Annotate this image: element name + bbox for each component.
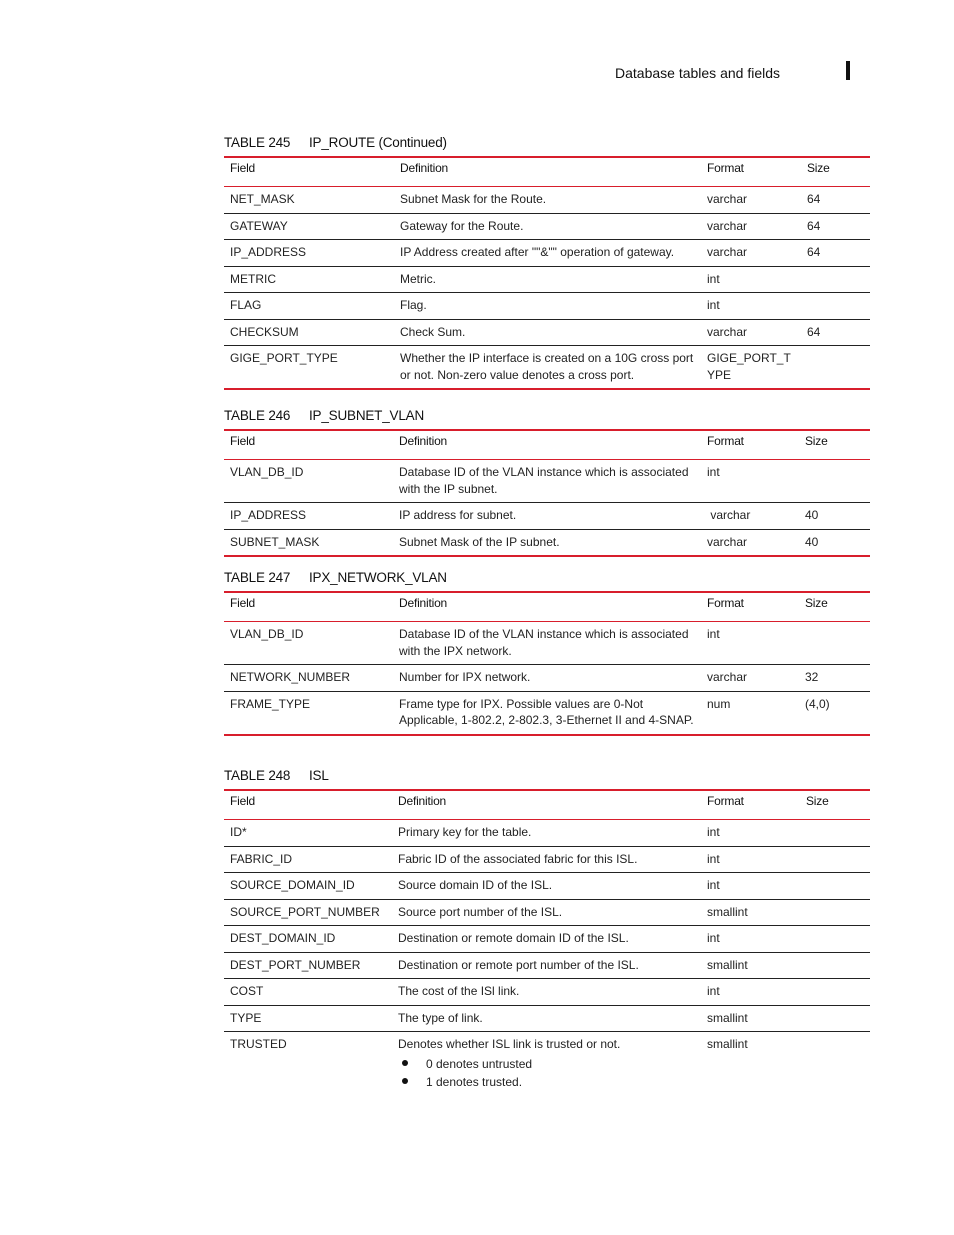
table-caption [224, 409, 870, 429]
table-caption [224, 136, 870, 156]
cell-size: 32 [799, 665, 870, 692]
cell-format: int [701, 873, 800, 900]
cell-definition: Subnet Mask for the Route. [394, 187, 701, 214]
cell-format: varchar [701, 187, 801, 214]
cell-size [799, 460, 870, 503]
cell-definition: The cost of the ISl link. [392, 979, 701, 1006]
table-246 [224, 409, 870, 557]
cell-field: TRUSTED [230, 1037, 287, 1051]
cell-definition: Flag. [394, 293, 701, 320]
cell-field: GATEWAY [224, 213, 394, 240]
cell-size: 64 [801, 187, 870, 214]
cell-size [800, 820, 870, 847]
definition-text: Denotes whether ISL link is trusted or not. [398, 1037, 621, 1051]
cell-format: GIGE_PORT_TYPE [701, 346, 801, 390]
cell-field: NETWORK_NUMBER [224, 665, 393, 692]
cell-field: FABRIC_ID [224, 846, 392, 873]
cell-format: smallint [701, 1005, 800, 1032]
cell-field: COST [224, 979, 392, 1006]
column-header-size: Size [806, 794, 829, 808]
column-header-definition: Definition [399, 596, 448, 610]
table-row [224, 503, 870, 530]
cell-format: int [701, 622, 799, 665]
cell-definition: Frame type for IPX. Possible values are 0-Not Applicable, 1-802.2, 2-802.3, 3-Ethernet II and 4-SNAP. [393, 691, 701, 735]
cell-definition: IP Address created after ""&"" operation of gateway. [394, 240, 701, 267]
data-table [224, 156, 870, 390]
column-header-format: Format [707, 161, 744, 175]
cell-size [801, 293, 870, 320]
column-header-definition: Definition [398, 794, 447, 808]
cell-field: NET_MASK [224, 187, 394, 214]
table-number: TABLE 245 [224, 135, 291, 150]
cell-field: GIGE_PORT_TYPE [224, 346, 394, 390]
column-header-field: Field [230, 794, 256, 808]
table-number: TABLE 247 [224, 570, 291, 585]
column-header-field: Field [230, 434, 256, 448]
cell-size: 40 [799, 503, 870, 530]
column-header-field: Field [230, 161, 256, 175]
cell-format: int [701, 460, 799, 503]
cell-field: DEST_DOMAIN_ID [224, 926, 392, 953]
cell-size: (4,0) [799, 691, 870, 735]
table-248 [224, 769, 870, 1096]
cell-field: CHECKSUM [224, 319, 394, 346]
cell-format: smallint [707, 1037, 748, 1051]
cell-field: VLAN_DB_ID [224, 622, 393, 665]
cell-size [800, 979, 870, 1006]
table-row [224, 529, 870, 556]
column-header-format: Format [707, 434, 744, 448]
data-table [224, 591, 870, 736]
cell-field: FRAME_TYPE [224, 691, 393, 735]
cell-size: 64 [801, 240, 870, 267]
column-header-size: Size [805, 434, 828, 448]
column-header-format: Format [707, 596, 744, 610]
header-bar [846, 61, 850, 80]
cell-definition: Source domain ID of the ISL. [392, 873, 701, 900]
cell-format: num [701, 691, 799, 735]
cell-field: VLAN_DB_ID [224, 460, 393, 503]
cell-definition: Metric. [394, 266, 701, 293]
cell-definition: Primary key for the table. [392, 820, 701, 847]
cell-size [800, 899, 870, 926]
cell-size [800, 926, 870, 953]
table-title: IPX_NETWORK_VLAN [309, 570, 447, 585]
table-row [224, 665, 870, 692]
table-row [224, 926, 870, 953]
cell-format: int [701, 926, 800, 953]
cell-format: smallint [701, 899, 800, 926]
column-header-size: Size [805, 596, 828, 610]
cell-size [800, 1032, 870, 1096]
table-row [224, 1005, 870, 1032]
cell-definition: Whether the IP interface is created on a 10G cross port or not. Non-zero value denotes a cross port. [394, 346, 701, 390]
table-caption [224, 571, 870, 591]
data-table [224, 789, 870, 1096]
bullet-list [398, 1055, 695, 1091]
cell-format: int [701, 293, 801, 320]
table-row [224, 952, 870, 979]
running-title: Database tables and fields [615, 65, 780, 81]
cell-field: METRIC [224, 266, 394, 293]
table-245 [224, 136, 870, 390]
cell-size [800, 846, 870, 873]
cell-definition: Number for IPX network. [393, 665, 701, 692]
cell-definition: Source port number of the ISL. [392, 899, 701, 926]
table-row [224, 319, 870, 346]
cell-format: varchar [701, 665, 799, 692]
cell-field: IP_ADDRESS [224, 240, 394, 267]
table-row [224, 266, 870, 293]
cell-size [799, 622, 870, 665]
cell-format: int [701, 846, 800, 873]
cell-definition: Destination or remote port number of the ISL. [392, 952, 701, 979]
cell-size [800, 952, 870, 979]
cell-format: varchar [701, 319, 801, 346]
column-header-definition: Definition [400, 161, 449, 175]
cell-definition: The type of link. [392, 1005, 701, 1032]
column-header-definition: Definition [399, 434, 448, 448]
cell-format: int [701, 979, 800, 1006]
table-row [224, 346, 870, 390]
table-title: IP_ROUTE (Continued) [309, 135, 447, 150]
cell-size [801, 266, 870, 293]
cell-format: varchar [701, 529, 799, 556]
cell-size: 64 [801, 319, 870, 346]
table-row [224, 846, 870, 873]
cell-size: 40 [799, 529, 870, 556]
table-row [224, 1032, 870, 1096]
table-row [224, 691, 870, 735]
table-row [224, 899, 870, 926]
cell-field: FLAG [224, 293, 394, 320]
cell-size [800, 873, 870, 900]
cell-definition: Fabric ID of the associated fabric for this ISL. [392, 846, 701, 873]
table-title: ISL [309, 768, 329, 783]
column-header-size: Size [807, 161, 830, 175]
cell-field: SOURCE_DOMAIN_ID [224, 873, 392, 900]
bullet-item: 0 denotes untrusted [398, 1055, 695, 1073]
table-caption [224, 769, 870, 789]
table-row [224, 240, 870, 267]
table-row [224, 622, 870, 665]
cell-definition: Destination or remote domain ID of the ISL. [392, 926, 701, 953]
cell-format: varchar [701, 213, 801, 240]
cell-definition: IP address for subnet. [393, 503, 701, 530]
cell-definition: Gateway for the Route. [394, 213, 701, 240]
cell-format: smallint [701, 952, 800, 979]
table-row [224, 460, 870, 503]
cell-definition: Check Sum. [394, 319, 701, 346]
column-header-format: Format [707, 794, 744, 808]
cell-definition [392, 1032, 701, 1096]
cell-definition: Database ID of the VLAN instance which is associated with the IP subnet. [393, 460, 701, 503]
cell-format: int [701, 820, 800, 847]
cell-definition: Database ID of the VLAN instance which is associated with the IPX network. [393, 622, 701, 665]
table-247 [224, 571, 870, 736]
cell-field: ID* [224, 820, 392, 847]
bullet-item: 1 denotes trusted. [398, 1073, 695, 1091]
table-row [224, 293, 870, 320]
cell-size: 64 [801, 213, 870, 240]
cell-field: SUBNET_MASK [224, 529, 393, 556]
cell-field: SOURCE_PORT_NUMBER [224, 899, 392, 926]
table-row [224, 979, 870, 1006]
cell-size [800, 1005, 870, 1032]
table-row [224, 187, 870, 214]
table-title: IP_SUBNET_VLAN [309, 408, 424, 423]
table-row [224, 213, 870, 240]
cell-field: TYPE [224, 1005, 392, 1032]
cell-field: IP_ADDRESS [224, 503, 393, 530]
cell-format: varchar [701, 503, 799, 530]
data-table [224, 429, 870, 557]
table-number: TABLE 246 [224, 408, 291, 423]
cell-definition: Subnet Mask of the IP subnet. [393, 529, 701, 556]
table-row [224, 820, 870, 847]
cell-size [801, 346, 870, 390]
table-row [224, 873, 870, 900]
cell-field: DEST_PORT_NUMBER [224, 952, 392, 979]
cell-format: int [701, 266, 801, 293]
table-number: TABLE 248 [224, 768, 291, 783]
cell-format: varchar [701, 240, 801, 267]
column-header-field: Field [230, 596, 256, 610]
